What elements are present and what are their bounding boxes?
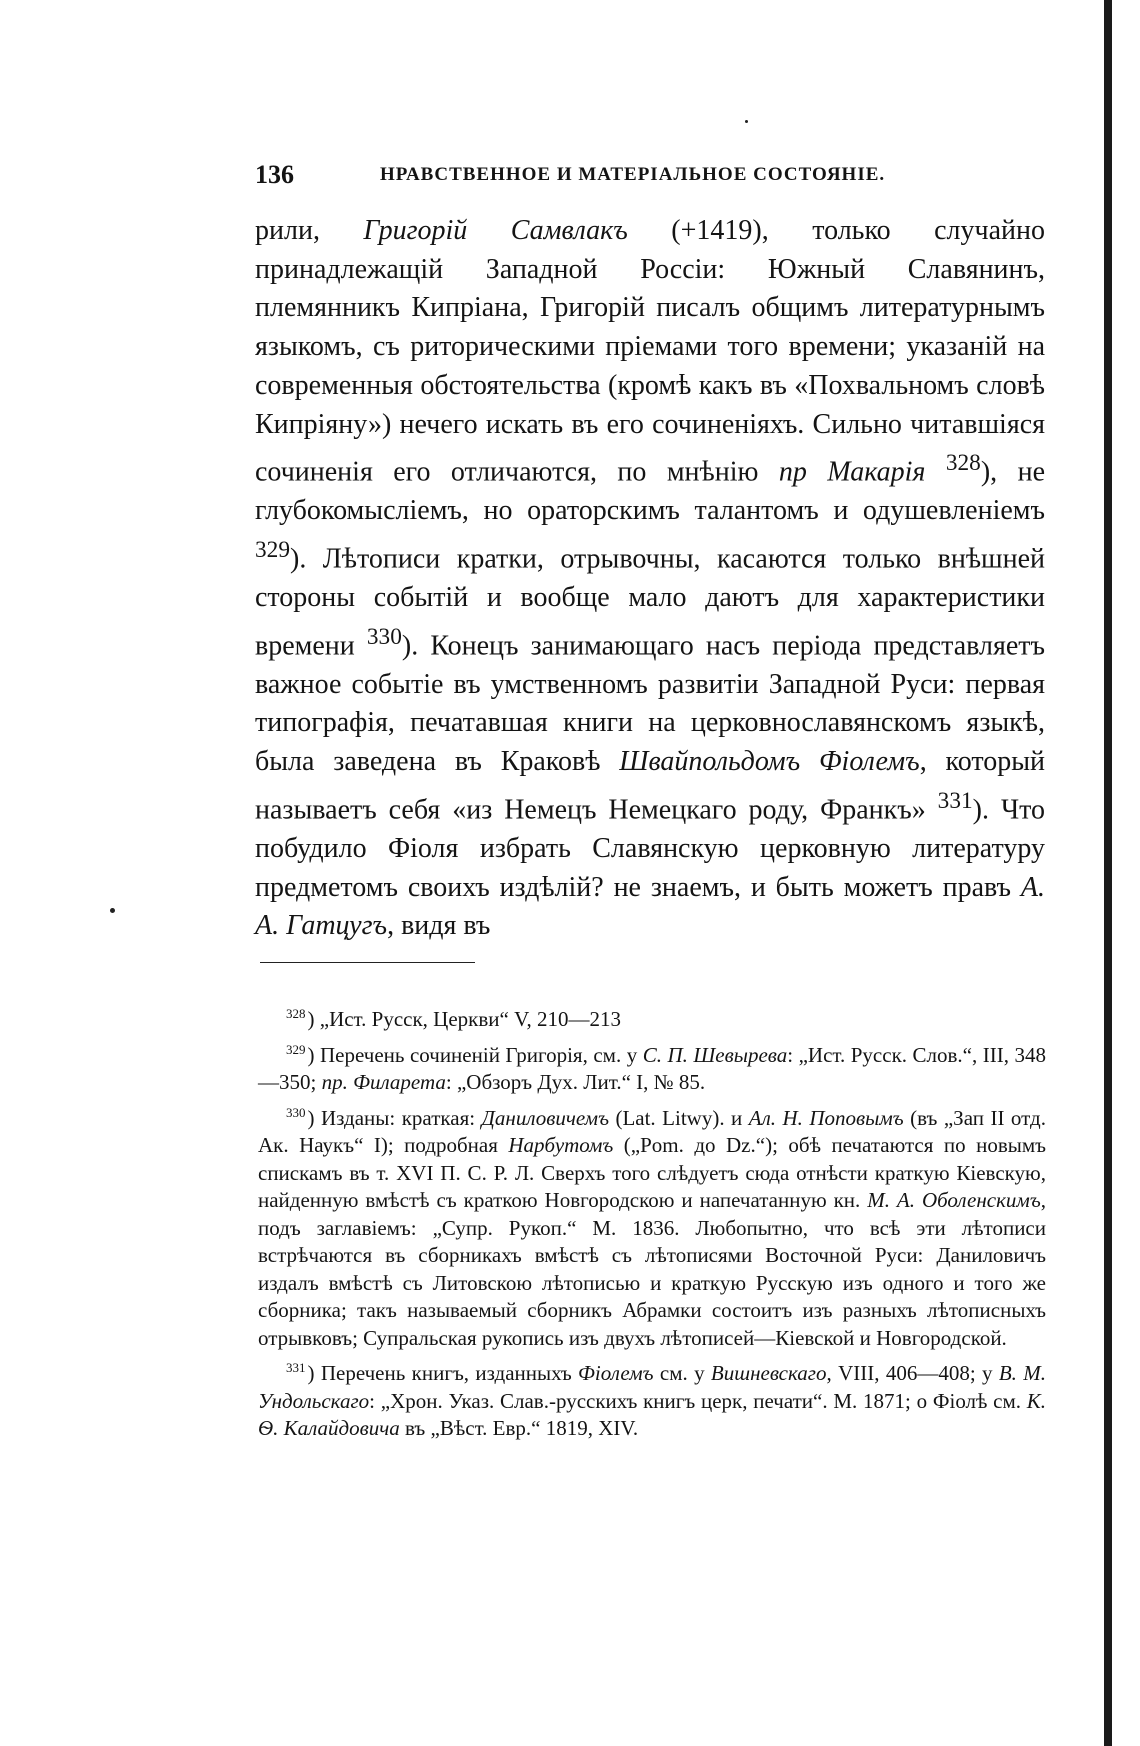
footnote-ref: 328	[945, 450, 981, 477]
ink-speck	[745, 120, 748, 123]
footnote-329: $^{329}$) Перечень сочиненій Григорія, см. у С. П. Шевырева: „Ист. Русск. Слов.“, III, 348—350; пр. Филарета: „Обзоръ Дух. Лит.“ I, № 85.	[258, 1041, 1046, 1094]
footnote-ref: 329	[255, 536, 290, 563]
page-header	[255, 160, 1045, 190]
page-number: 136	[255, 160, 294, 189]
ink-speck	[110, 908, 115, 913]
main-text	[255, 212, 1045, 946]
running-title: НРАВСТВЕННОЕ И МАТЕРІАЛЬНОЕ СОСТОЯНІЕ.	[380, 164, 886, 185]
footnote-330: $^{330}$) Изданы: краткая: Даниловичемъ (Lat. Litwy). и Ал. Н. Поповымъ (въ „Зап II отд. Ак. Наукъ“ I); подробная Нарбутомъ („Pom. до Dz.“); обѣ печатаются по новымъ спискамъ въ т. XVI П. С. Р. Л. Сверхъ того слѣдуетъ сюда отнѣсти краткую Кіевскую, найденную вмѣстѣ съ краткою Новгородскою и напечатанную кн. М. А. Оболенскимъ, подъ заглавіемъ: „Супр. Рукоп.“ М. 1836. Любопытно, что всѣ эти лѣтописи встрѣчаются въ сборникахъ вмѣстѣ съ лѣтописями Восточной Руси: Даниловичъ издалъ вмѣстѣ съ Литовскою лѣтописью и краткую Русскую изъ одного и того же сборника; такъ называемый сборникъ Абрамки состоитъ изъ разныхъ лѣтописныхъ отрывковъ; Супральская рукопись изъ двухъ лѣтописей—Кіевской и Новгородской.	[258, 1104, 1046, 1350]
footnote-ref: 331	[937, 787, 973, 814]
scan-edge	[1104, 0, 1112, 1746]
footnotes	[258, 1000, 1046, 1445]
footnote-ref: 330	[366, 623, 402, 650]
footnote-divider	[260, 962, 475, 963]
footnote-328: $^{328}$) „Ист. Русск, Церкви“ V, 210—213	[286, 1006, 622, 1031]
footnote-331: $^{331}$) Перечень книгъ, изданныхъ Фіолемъ см. у Вишневскаго, VIII, 406—408; у В. М. Ундольскаго: „Хрон. Указ. Слав.-русскихъ книгъ церк, печати“. М. 1871; о Фіолѣ см. К. Ѳ. Калайдовича въ „Вѣст. Евр.“ 1819, XIV.	[258, 1360, 1047, 1440]
paragraph: рили, Григорій Самвлакъ (+1419), только случайно принадлежащій Западной Россіи: Южный Славянинъ, племянникъ Кипріана, Григорій писалъ общимъ литературнымъ языкомъ, съ риторическими пріемами того времени; указаній на современныя обстоятельства (кромѣ какъ въ «Похвальномъ словѣ Кипріяну») нечего искать въ его сочиненіяхъ. Сильно читавшіяся сочиненія его отличаются, по мнѣнію пр Макарія $^{328}$), не глубокомысліемъ, но ораторскимъ талантомъ и одушевленіемъ $^{329}$). Лѣтописи кратки, отрывочны, касаются только внѣшней стороны событій и вообще мало даютъ для характеристики времени $^{330}$). Конецъ занимающаго насъ періода представляетъ важное событіе въ умственномъ развитіи Западной Руси: первая типографія, печатавшая книги на церковнославянскомъ языкѣ, была заведена въ Краковѣ Швайпольдомъ Фіолемъ, который называетъ себя «из Немецъ Немецкаго роду, Франкъ» $^{331}$). Что побудило Фіоля избрать Славянскую церковную литературу предметомъ своихъ издѣлій? не знаемъ, и быть можетъ правъ А. А. Гатцугъ, видя въ	[255, 215, 1046, 942]
